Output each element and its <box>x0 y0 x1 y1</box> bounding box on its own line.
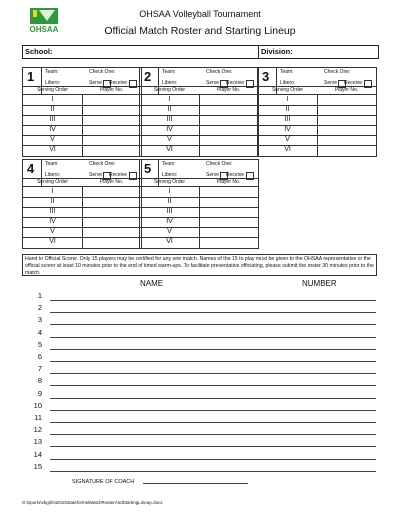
check-one-label: Check One: <box>324 69 351 75</box>
serving-order-cell: VI <box>166 238 173 245</box>
serving-order-cell: II <box>167 106 172 113</box>
roster-entry-line[interactable] <box>50 446 376 447</box>
roster-entry-line[interactable] <box>50 459 376 460</box>
roster-entry-line[interactable] <box>50 324 376 325</box>
serving-order-cell: V <box>50 228 55 235</box>
roster-entry-line[interactable] <box>50 373 376 374</box>
divider <box>258 46 259 58</box>
serving-order-cell: IV <box>49 126 56 133</box>
lineup-number: 5 <box>144 161 152 176</box>
serving-order-cell: I <box>51 96 54 103</box>
check-one-label: Check One: <box>89 161 116 167</box>
serving-order-cell: III <box>166 208 173 215</box>
lineup-box-4 <box>22 159 142 249</box>
serve-label: Serve <box>89 80 103 86</box>
receive-label: Receive <box>226 80 245 86</box>
roster-entry-line[interactable] <box>50 385 376 386</box>
serving-order-cell: I <box>286 96 289 103</box>
receive-label: Receive <box>109 80 128 86</box>
roster-entry-line[interactable] <box>50 434 376 435</box>
lineup-number: 3 <box>262 69 270 84</box>
serve-label: Serve <box>324 80 338 86</box>
signature-line[interactable] <box>143 483 248 484</box>
serving-order-cell: VI <box>49 146 56 153</box>
libero-label[interactable]: Libero: <box>45 172 61 178</box>
roster-row-number: 15 <box>33 461 42 471</box>
division-label: Division: <box>261 47 293 56</box>
roster-entry-line[interactable] <box>50 300 376 301</box>
serving-order-cell: III <box>166 116 173 123</box>
roster-row-number: 3 <box>37 315 42 325</box>
roster-entry-line[interactable] <box>50 422 376 423</box>
serving-order-cell: VI <box>284 146 291 153</box>
serving-order-cell: II <box>50 106 55 113</box>
serving-order-cell: III <box>284 116 291 123</box>
lineup-number: 2 <box>144 69 152 84</box>
lineup-box-3 <box>257 67 377 157</box>
lineup-box-1 <box>22 67 142 157</box>
roster-row-number: 13 <box>33 437 42 447</box>
roster-entry-line[interactable] <box>50 398 376 399</box>
serving-order-cell: V <box>50 136 55 143</box>
serving-order-cell: II <box>50 198 55 205</box>
team-label[interactable]: Team: <box>162 161 176 167</box>
serving-order-cell: III <box>49 208 56 215</box>
name-column-header: NAME <box>140 279 164 288</box>
team-label[interactable]: Team: <box>45 161 59 167</box>
check-one-label: Check One: <box>206 69 233 75</box>
serve-label: Serve <box>206 172 220 178</box>
player-no-header: Player No. <box>334 87 359 93</box>
serving-order-header: Serving Order <box>271 87 304 93</box>
roster-row-number: 2 <box>37 303 42 313</box>
serving-order-cell: II <box>167 198 172 205</box>
receive-label: Receive <box>226 172 245 178</box>
org-title: OHSAA Volleyball Tournament <box>139 9 261 19</box>
libero-label[interactable]: Libero: <box>280 80 296 86</box>
roster-row-number: 5 <box>37 339 42 349</box>
instructions-note: Hand to Official Scorer. Only 15 players may be certified for any one match. Names of the 15 to play must be given to the OHSAA representative or the official scorer at least 10 minutes prior to the end of timed warm-ups. To facilitate preventative officiating, please submit the roster 30 minutes prior to the match. <box>22 254 377 276</box>
team-label[interactable]: Team: <box>162 69 176 75</box>
serving-order-cell: III <box>49 116 56 123</box>
serving-order-cell: V <box>285 136 290 143</box>
roster-row-number: 9 <box>37 388 42 398</box>
player-no-header: Player No. <box>216 87 241 93</box>
check-one-label: Check One: <box>206 161 233 167</box>
serving-order-cell: VI <box>166 146 173 153</box>
roster-row-number: 8 <box>37 376 42 386</box>
roster-entry-line[interactable] <box>50 337 376 338</box>
team-label[interactable]: Team: <box>45 69 59 75</box>
serving-order-cell: IV <box>49 218 56 225</box>
form-title: Official Match Roster and Starting Lineup <box>104 25 296 37</box>
serving-order-cell: V <box>167 228 172 235</box>
serving-order-header: Serving Order <box>36 87 69 93</box>
roster-row-number: 1 <box>37 291 42 300</box>
team-label[interactable]: Team: <box>280 69 294 75</box>
footer-path: O:\sports\vbgirls\2010\stateforms\MatchRosterAndStartingLineup.docx <box>22 500 163 505</box>
school-label: School: <box>25 47 53 56</box>
lineup-box-2 <box>139 67 259 157</box>
serving-order-cell: I <box>51 188 54 195</box>
serving-order-cell: I <box>168 188 171 195</box>
serving-order-cell: VI <box>49 238 56 245</box>
serving-order-header: Serving Order <box>36 179 69 185</box>
roster-row-number: 11 <box>34 413 42 422</box>
roster-entry-line[interactable] <box>50 349 376 350</box>
check-one-label: Check One: <box>89 69 116 75</box>
lineup-number: 4 <box>27 161 35 176</box>
lineup-number: 1 <box>27 69 35 84</box>
roster-row-number: 6 <box>37 352 42 361</box>
roster-row-number: 14 <box>33 449 42 459</box>
roster-row-number: 10 <box>33 400 42 410</box>
serve-label: Serve <box>206 80 220 86</box>
serving-order-cell: IV <box>166 218 173 225</box>
serving-order-cell: I <box>168 96 171 103</box>
roster-entry-line[interactable] <box>50 471 376 472</box>
serving-order-cell: IV <box>284 126 291 133</box>
roster-entry-line[interactable] <box>50 361 376 362</box>
libero-label[interactable]: Libero: <box>162 172 178 178</box>
roster-row-number: 12 <box>33 425 42 435</box>
serving-order-header: Serving Order <box>153 87 186 93</box>
serving-order-cell: IV <box>166 126 173 133</box>
number-column-header: NUMBER <box>302 279 337 288</box>
player-no-header: Player No. <box>99 87 124 93</box>
libero-label[interactable]: Libero: <box>162 80 178 86</box>
lineup-box-5 <box>139 159 259 249</box>
serving-order-cell: V <box>167 136 172 143</box>
school-division-bar <box>22 45 379 59</box>
receive-label: Receive <box>109 172 128 178</box>
logo-text: OHSAA <box>29 25 59 34</box>
signature-label: SIGNATURE OF COACH <box>72 479 135 485</box>
serving-order-header: Serving Order <box>153 179 186 185</box>
roster-entry-line[interactable] <box>50 410 376 411</box>
serve-label: Serve <box>89 172 103 178</box>
libero-label[interactable]: Libero: <box>45 80 61 86</box>
roster-row-number: 4 <box>37 327 42 337</box>
serving-order-cell: II <box>285 106 290 113</box>
receive-label: Receive <box>344 80 363 86</box>
roster-row-number: 7 <box>37 364 42 374</box>
player-no-header: Player No. <box>216 179 241 185</box>
player-no-header: Player No. <box>99 179 124 185</box>
roster-entry-line[interactable] <box>50 312 376 313</box>
